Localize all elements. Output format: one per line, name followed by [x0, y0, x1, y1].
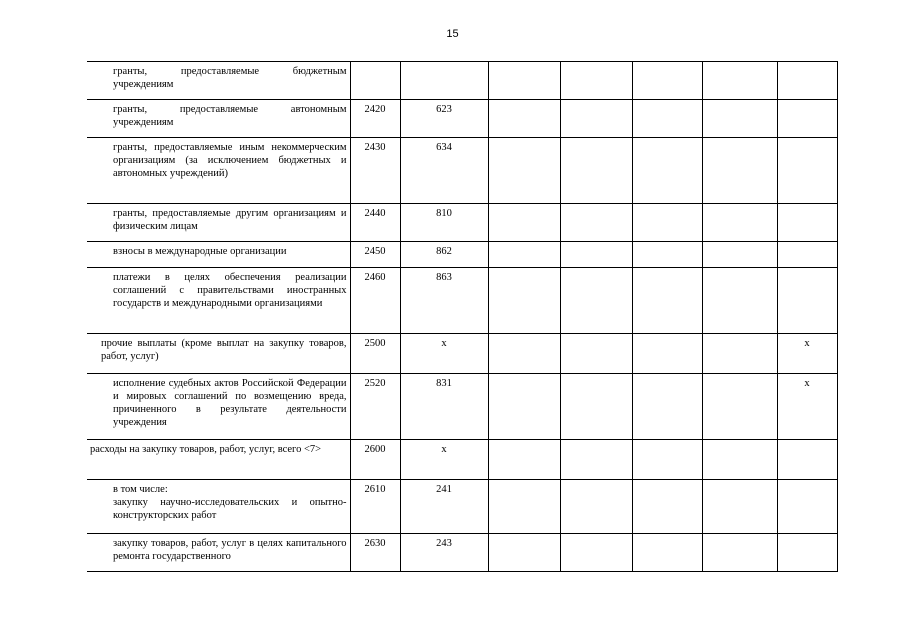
- row-value-cell: [632, 204, 702, 242]
- row-description: гранты, предоставляемые другим организациям и физическим лицам: [87, 204, 350, 242]
- row-description: закупку товаров, работ, услуг в целях капитального ремонта государственного: [87, 534, 350, 572]
- row-value-cell: [632, 100, 702, 138]
- row-value-cell: [488, 480, 560, 534]
- row-kbk: х: [400, 334, 488, 374]
- row-value-cell: [560, 334, 632, 374]
- row-description: прочие выплаты (кроме выплат на закупку товаров, работ, услуг): [87, 334, 350, 374]
- row-value-cell: [560, 268, 632, 334]
- row-code: 2450: [350, 242, 400, 268]
- row-description: платежи в целях обеспечения реализации соглашений с правительствами иностранных государств и международными организациями: [87, 268, 350, 334]
- row-last-cell: [777, 138, 837, 204]
- row-value-cell: [560, 138, 632, 204]
- row-kbk: х: [400, 440, 488, 480]
- table-row: [87, 138, 837, 204]
- row-last-cell: [777, 100, 837, 138]
- row-value-cell: [488, 138, 560, 204]
- row-value-cell: [702, 100, 777, 138]
- row-code: 2460: [350, 268, 400, 334]
- table-row: [87, 62, 837, 100]
- table-row: [87, 334, 837, 374]
- row-code: 2440: [350, 204, 400, 242]
- row-value-cell: [702, 440, 777, 480]
- row-description: в том числе: закупку научно-исследовательских и опытно-конструкторских работ: [87, 480, 350, 534]
- row-value-cell: [702, 242, 777, 268]
- row-code: 2600: [350, 440, 400, 480]
- row-value-cell: [488, 374, 560, 440]
- row-value-cell: [632, 242, 702, 268]
- row-last-cell: [777, 204, 837, 242]
- row-value-cell: [702, 268, 777, 334]
- table-row: [87, 440, 837, 480]
- row-code: 2610: [350, 480, 400, 534]
- row-kbk: 623: [400, 100, 488, 138]
- row-value-cell: [488, 334, 560, 374]
- row-value-cell: [632, 480, 702, 534]
- page-number: 15: [446, 28, 459, 40]
- financial-plan-table: [87, 61, 838, 572]
- row-last-cell: х: [777, 334, 837, 374]
- table-row: [87, 534, 837, 572]
- row-value-cell: [632, 334, 702, 374]
- row-value-cell: [702, 62, 777, 100]
- row-code: 2630: [350, 534, 400, 572]
- row-kbk: 863: [400, 268, 488, 334]
- row-kbk: 243: [400, 534, 488, 572]
- row-code: 2420: [350, 100, 400, 138]
- row-description: расходы на закупку товаров, работ, услуг, всего <7>: [87, 440, 350, 480]
- row-value-cell: [560, 100, 632, 138]
- row-value-cell: [488, 268, 560, 334]
- row-code: [350, 62, 400, 100]
- row-value-cell: [560, 204, 632, 242]
- row-last-cell: [777, 534, 837, 572]
- row-value-cell: [702, 334, 777, 374]
- row-value-cell: [560, 374, 632, 440]
- row-value-cell: [488, 242, 560, 268]
- row-last-cell: [777, 242, 837, 268]
- row-value-cell: [702, 480, 777, 534]
- row-value-cell: [560, 480, 632, 534]
- row-value-cell: [632, 440, 702, 480]
- row-value-cell: [488, 440, 560, 480]
- row-description: гранты, предоставляемые автономным учреждениям: [87, 100, 350, 138]
- row-value-cell: [488, 534, 560, 572]
- row-code: 2520: [350, 374, 400, 440]
- row-last-cell: [777, 268, 837, 334]
- row-description: взносы в международные организации: [87, 242, 350, 268]
- row-value-cell: [702, 204, 777, 242]
- table-row: [87, 204, 837, 242]
- table-row: [87, 100, 837, 138]
- row-description: гранты, предоставляемые бюджетным учреждениям: [87, 62, 350, 100]
- row-kbk: [400, 62, 488, 100]
- row-value-cell: [488, 204, 560, 242]
- row-value-cell: [702, 534, 777, 572]
- row-value-cell: [560, 534, 632, 572]
- row-last-cell: [777, 62, 837, 100]
- row-last-cell: х: [777, 374, 837, 440]
- row-kbk: 634: [400, 138, 488, 204]
- row-value-cell: [632, 534, 702, 572]
- row-value-cell: [632, 268, 702, 334]
- table-row: [87, 242, 837, 268]
- table-row: [87, 480, 837, 534]
- row-kbk: 831: [400, 374, 488, 440]
- table-row: [87, 268, 837, 334]
- row-last-cell: [777, 440, 837, 480]
- row-value-cell: [560, 440, 632, 480]
- row-kbk: 241: [400, 480, 488, 534]
- row-value-cell: [488, 100, 560, 138]
- row-value-cell: [632, 62, 702, 100]
- row-kbk: 862: [400, 242, 488, 268]
- row-value-cell: [560, 62, 632, 100]
- row-code: 2430: [350, 138, 400, 204]
- row-description: гранты, предоставляемые иным некоммерческим организациям (за исключением бюджетных и автономных учреждений): [87, 138, 350, 204]
- row-value-cell: [702, 374, 777, 440]
- table-row: [87, 374, 837, 440]
- row-value-cell: [488, 62, 560, 100]
- row-last-cell: [777, 480, 837, 534]
- row-code: 2500: [350, 334, 400, 374]
- row-kbk: 810: [400, 204, 488, 242]
- row-value-cell: [560, 242, 632, 268]
- row-value-cell: [702, 138, 777, 204]
- row-value-cell: [632, 374, 702, 440]
- row-value-cell: [632, 138, 702, 204]
- row-description: исполнение судебных актов Российской Федерации и мировых соглашений по возмещению вреда, причиненного в результате деятельности учреждения: [87, 374, 350, 440]
